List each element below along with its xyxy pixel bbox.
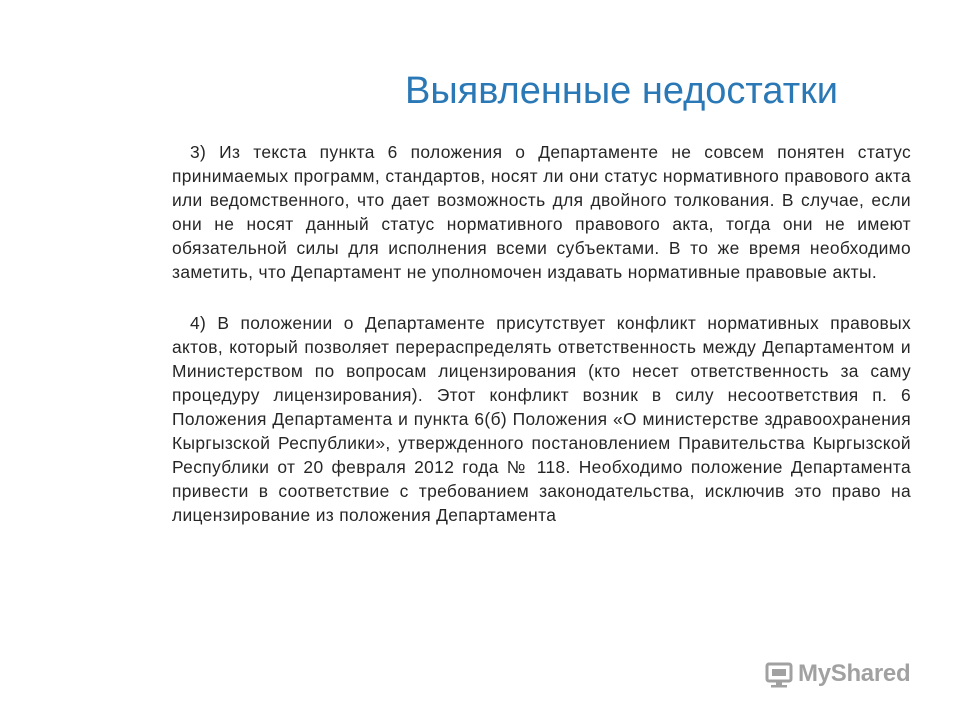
- paragraph-3: 3) Из текста пункта 6 положения о Департаменте не совсем понятен статус принимаемых программ, стандартов, носят ли они статус нормативного правового акта или ведомственного, что дает возможность для двойного толкования. В случае, если они не носят данный статус нормативного правового акта, тогда они не имеют обязательной силы для исполнения всеми субъектами. В то же время необходимо заметить, что Департамент не уполномочен издавать нормативные правовые акты.: [172, 142, 911, 283]
- myshared-logo-icon: [764, 659, 794, 689]
- myshared-watermark: [764, 656, 910, 692]
- slide-body: [172, 140, 911, 527]
- slide-title: Выявленные недостатки: [405, 70, 838, 112]
- paragraph-4: 4) В положении о Департаменте присутствует конфликт нормативных правовых актов, который позволяет перераспределять ответственность между Департаментом и Министерством по вопросам лицензирования (кто несет ответственность за саму процедуру лицензирования). Этот конфликт возник в силу несоответствия п. 6 Положения Департамента и пункта 6(б) Положения «О министерстве здравоохранения Кыргызской Республики», утвержденного постановлением Правительства Кыргызской Республики от 20 февраля 2012 года № 118. Необходимо положение Департамента привести в соответствие с требованием законодательства, исключив это право на лицензирование из положения Департамента: [172, 312, 911, 526]
- watermark-text: MyShared: [798, 660, 911, 687]
